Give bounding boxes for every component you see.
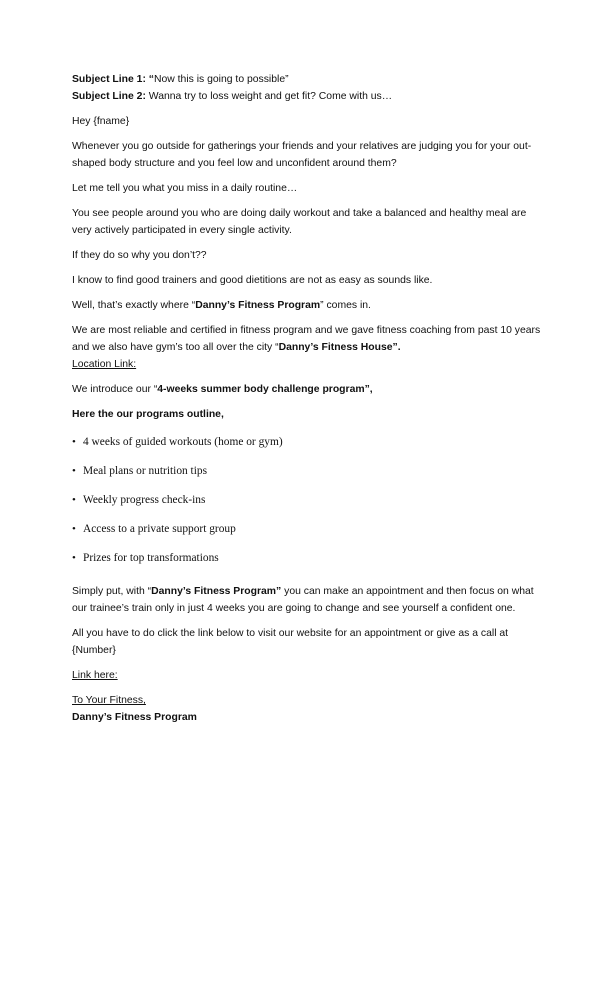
paragraph-simply-put-before: Simply put, with “ (72, 586, 152, 597)
signoff (72, 692, 542, 709)
bullet-icon: • (72, 523, 76, 535)
subject-line-2-label: Subject Line 2: (72, 91, 146, 102)
list-item-text: Meal plans or nutrition tips (83, 465, 208, 477)
location-link[interactable] (72, 356, 542, 373)
subject-line-1 (72, 71, 542, 88)
greeting: Hey {fname} (72, 116, 130, 127)
email-document (72, 71, 542, 734)
paragraph-introduce-before: We introduce our “ (72, 384, 158, 395)
website-link[interactable] (72, 667, 542, 684)
bullet-icon: • (72, 436, 76, 448)
location-link-label[interactable]: Location Link: (72, 359, 137, 370)
program-outline-list (72, 435, 542, 569)
paragraph-simply-put-after: you can make an appointment and then focus on what our trainee’s train only in just 4 weeks you are going to change and see yourself a confident one. (72, 586, 534, 614)
paragraph-gatherings: Whenever you go outside for gatherings your friends and your relatives are judging you for your out-shaped body structure and you feel low and unconfident around them? (72, 141, 532, 169)
bullet-icon: • (72, 494, 76, 506)
program-name-2: Danny’s Fitness Program” (151, 586, 282, 597)
bullet-icon: • (72, 465, 76, 477)
list-item (72, 522, 542, 551)
paragraph-introduce (72, 381, 542, 398)
subject-line-2 (72, 88, 542, 105)
paragraph-people-workout: You see people around you who are doing daily workout and take a balanced and healthy meal are very actively participated in every single activity. (72, 208, 527, 236)
website-link-label[interactable]: Link here: (72, 670, 118, 681)
paragraph-daily-routine: Let me tell you what you miss in a daily routine… (72, 183, 298, 194)
subject-line-1-label: Subject Line 1: (72, 74, 146, 85)
paragraph-reliable-text: We are most reliable and certified in fitness program and we gave fitness coaching from past 10 years and we also have gym’s too all over the city “ (72, 325, 541, 353)
list-item-text: Weekly progress check-ins (83, 494, 206, 506)
list-item (72, 493, 542, 522)
signoff-text: To Your Fitness, (72, 695, 146, 706)
paragraph-comes-in-after: ” comes in. (320, 300, 371, 311)
subject-line-2-text: Wanna try to loss weight and get fit? Come with us… (145, 91, 393, 102)
challenge-program-name: 4-weeks summer body challenge program”, (157, 384, 373, 395)
subject-line-1-quote: “ (145, 74, 154, 85)
list-item-text: 4 weeks of guided workouts (home or gym) (83, 436, 283, 448)
paragraph-call-to-action: All you have to do click the link below to visit our website for an appointment or give as a call at {Number} (72, 628, 509, 656)
fitness-house-name: Danny’s Fitness House”. (278, 342, 401, 353)
bullet-icon: • (72, 552, 76, 564)
paragraph-why-not: If they do so why you don’t?? (72, 250, 207, 261)
subject-line-1-text: Now this is going to possible” (154, 74, 289, 85)
paragraph-comes-in-before: Well, that’s exactly where “ (72, 300, 196, 311)
outline-heading: Here the our programs outline, (72, 409, 224, 420)
list-item-text: Access to a private support group (83, 523, 236, 535)
list-item (72, 464, 542, 493)
paragraph-trainers: I know to find good trainers and good dietitions are not as easy as sounds like. (72, 275, 433, 286)
list-item (72, 435, 542, 464)
program-name: Danny’s Fitness Program (195, 300, 321, 311)
list-item (72, 551, 542, 569)
list-item-text: Prizes for top transformations (83, 552, 219, 564)
signature: Danny’s Fitness Program (72, 712, 197, 723)
paragraph-simply-put (72, 583, 542, 617)
paragraph-reliable (72, 322, 542, 356)
paragraph-comes-in (72, 297, 542, 314)
